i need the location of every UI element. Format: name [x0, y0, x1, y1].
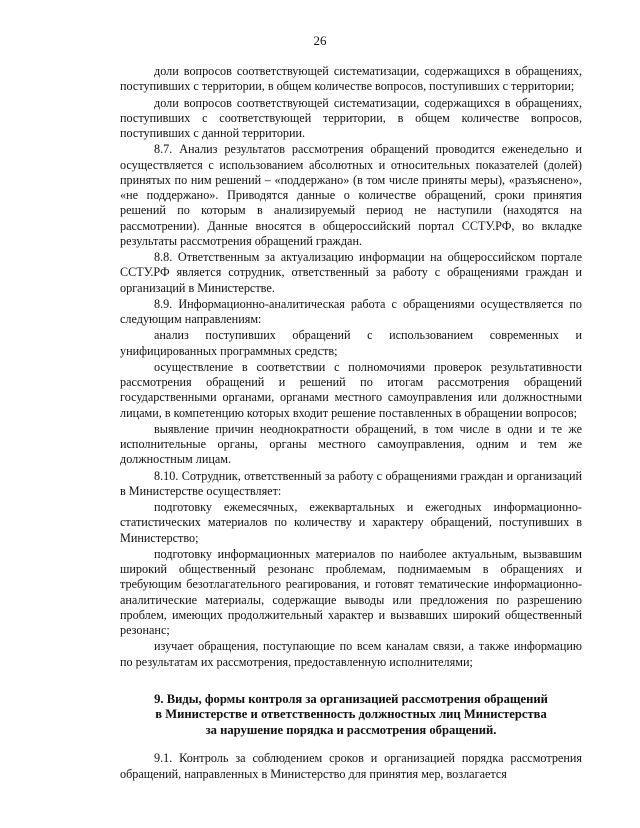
page-number: 26	[313, 33, 327, 48]
paragraph: доли вопросов соответствующей систематизации, содержащихся в обращениях, поступивших с территории, в общем количестве вопросов, поступивших с территории;	[120, 64, 582, 94]
document-body	[120, 64, 582, 783]
paragraph: 8.8. Ответственным за актуализацию информации на общероссийском портале ССТУ.РФ является сотрудник, ответственный за работу с обращениями граждан и организаций в Министерстве.	[120, 250, 582, 295]
paragraph: выявление причин неоднократности обращений, в том числе в одни и те же исполнительные органы, органы местного самоуправления, одним и тем же должностным лицам.	[120, 421, 582, 467]
heading-line: за нарушение порядка и рассмотрения обращений.	[205, 722, 497, 737]
paragraph: 8.10. Сотрудник, ответственный за работу с обращениями граждан и организаций в Министерстве осуществляет:	[120, 468, 582, 498]
paragraph: подготовку ежемесячных, ежеквартальных и ежегодных информационно-статистических материалов по количеству и характеру обращений, поступивших в Министерство;	[120, 500, 582, 545]
section-heading	[120, 692, 582, 739]
paragraph: 9.1. Контроль за соблюдением сроков и организацией порядка рассмотрения обращений, направленных в Министерство для принятия мер, возлагается	[120, 751, 582, 781]
paragraph: доли вопросов соответствующей систематизации, содержащихся в обращениях, поступивших с соответствующей территории, в общем количестве вопросов, поступивших с данной территории.	[120, 95, 582, 140]
paragraph: 8.7. Анализ результатов рассмотрения обращений проводится еженедельно и осуществляется с использованием абсолютных и относительных показателей (долей) принятых по ним решений – «поддержано» (в том числе приняты меры), «разъяснено», «не поддержано». Приводятся данные о количестве обращений, сроки принятия решений по которым в анализируемый период не наступили (находятся на рассмотрении). Данные вносятся в общероссийский портал ССТУ.РФ, во вкладке результаты рассмотрения обращений граждан.	[120, 142, 582, 248]
paragraph: 8.9. Информационно-аналитическая работа с обращениями осуществляется по следующим направлениям:	[120, 296, 582, 326]
heading-line: в Министерстве и ответственность должностных лиц Министерства	[155, 707, 547, 722]
paragraph: изучает обращения, поступающие по всем каналам связи, а также информацию по результатам их рассмотрения, предоставленную исполнителями;	[120, 639, 582, 669]
paragraph: подготовку информационных материалов по наиболее актуальным, вызвавшим широкий общественный резонанс проблемам, поднимаемым в обращениях и требующим безотлагательного реагирования, и готовят тематические информационно-аналитические материалы, содержащие выводы или предложения по разрешению проблем, имеющих продолжительный характер и вызвавших широкий общественный резонанс;	[120, 546, 582, 637]
paragraph: анализ поступивших обращений с использованием современных и унифицированных программных средств;	[120, 328, 582, 358]
heading-line: 9. Виды, формы контроля за организацией рассмотрения обращений	[154, 691, 548, 706]
paragraph: осуществление в соответствии с полномочиями проверок результативности рассмотрения обращений и решений по итогам рассмотрения обращений государственными органами, органами местного самоуправления или должностными лицами, в компетенцию которых входит решение поставленных в обращении вопросов;	[120, 359, 582, 420]
